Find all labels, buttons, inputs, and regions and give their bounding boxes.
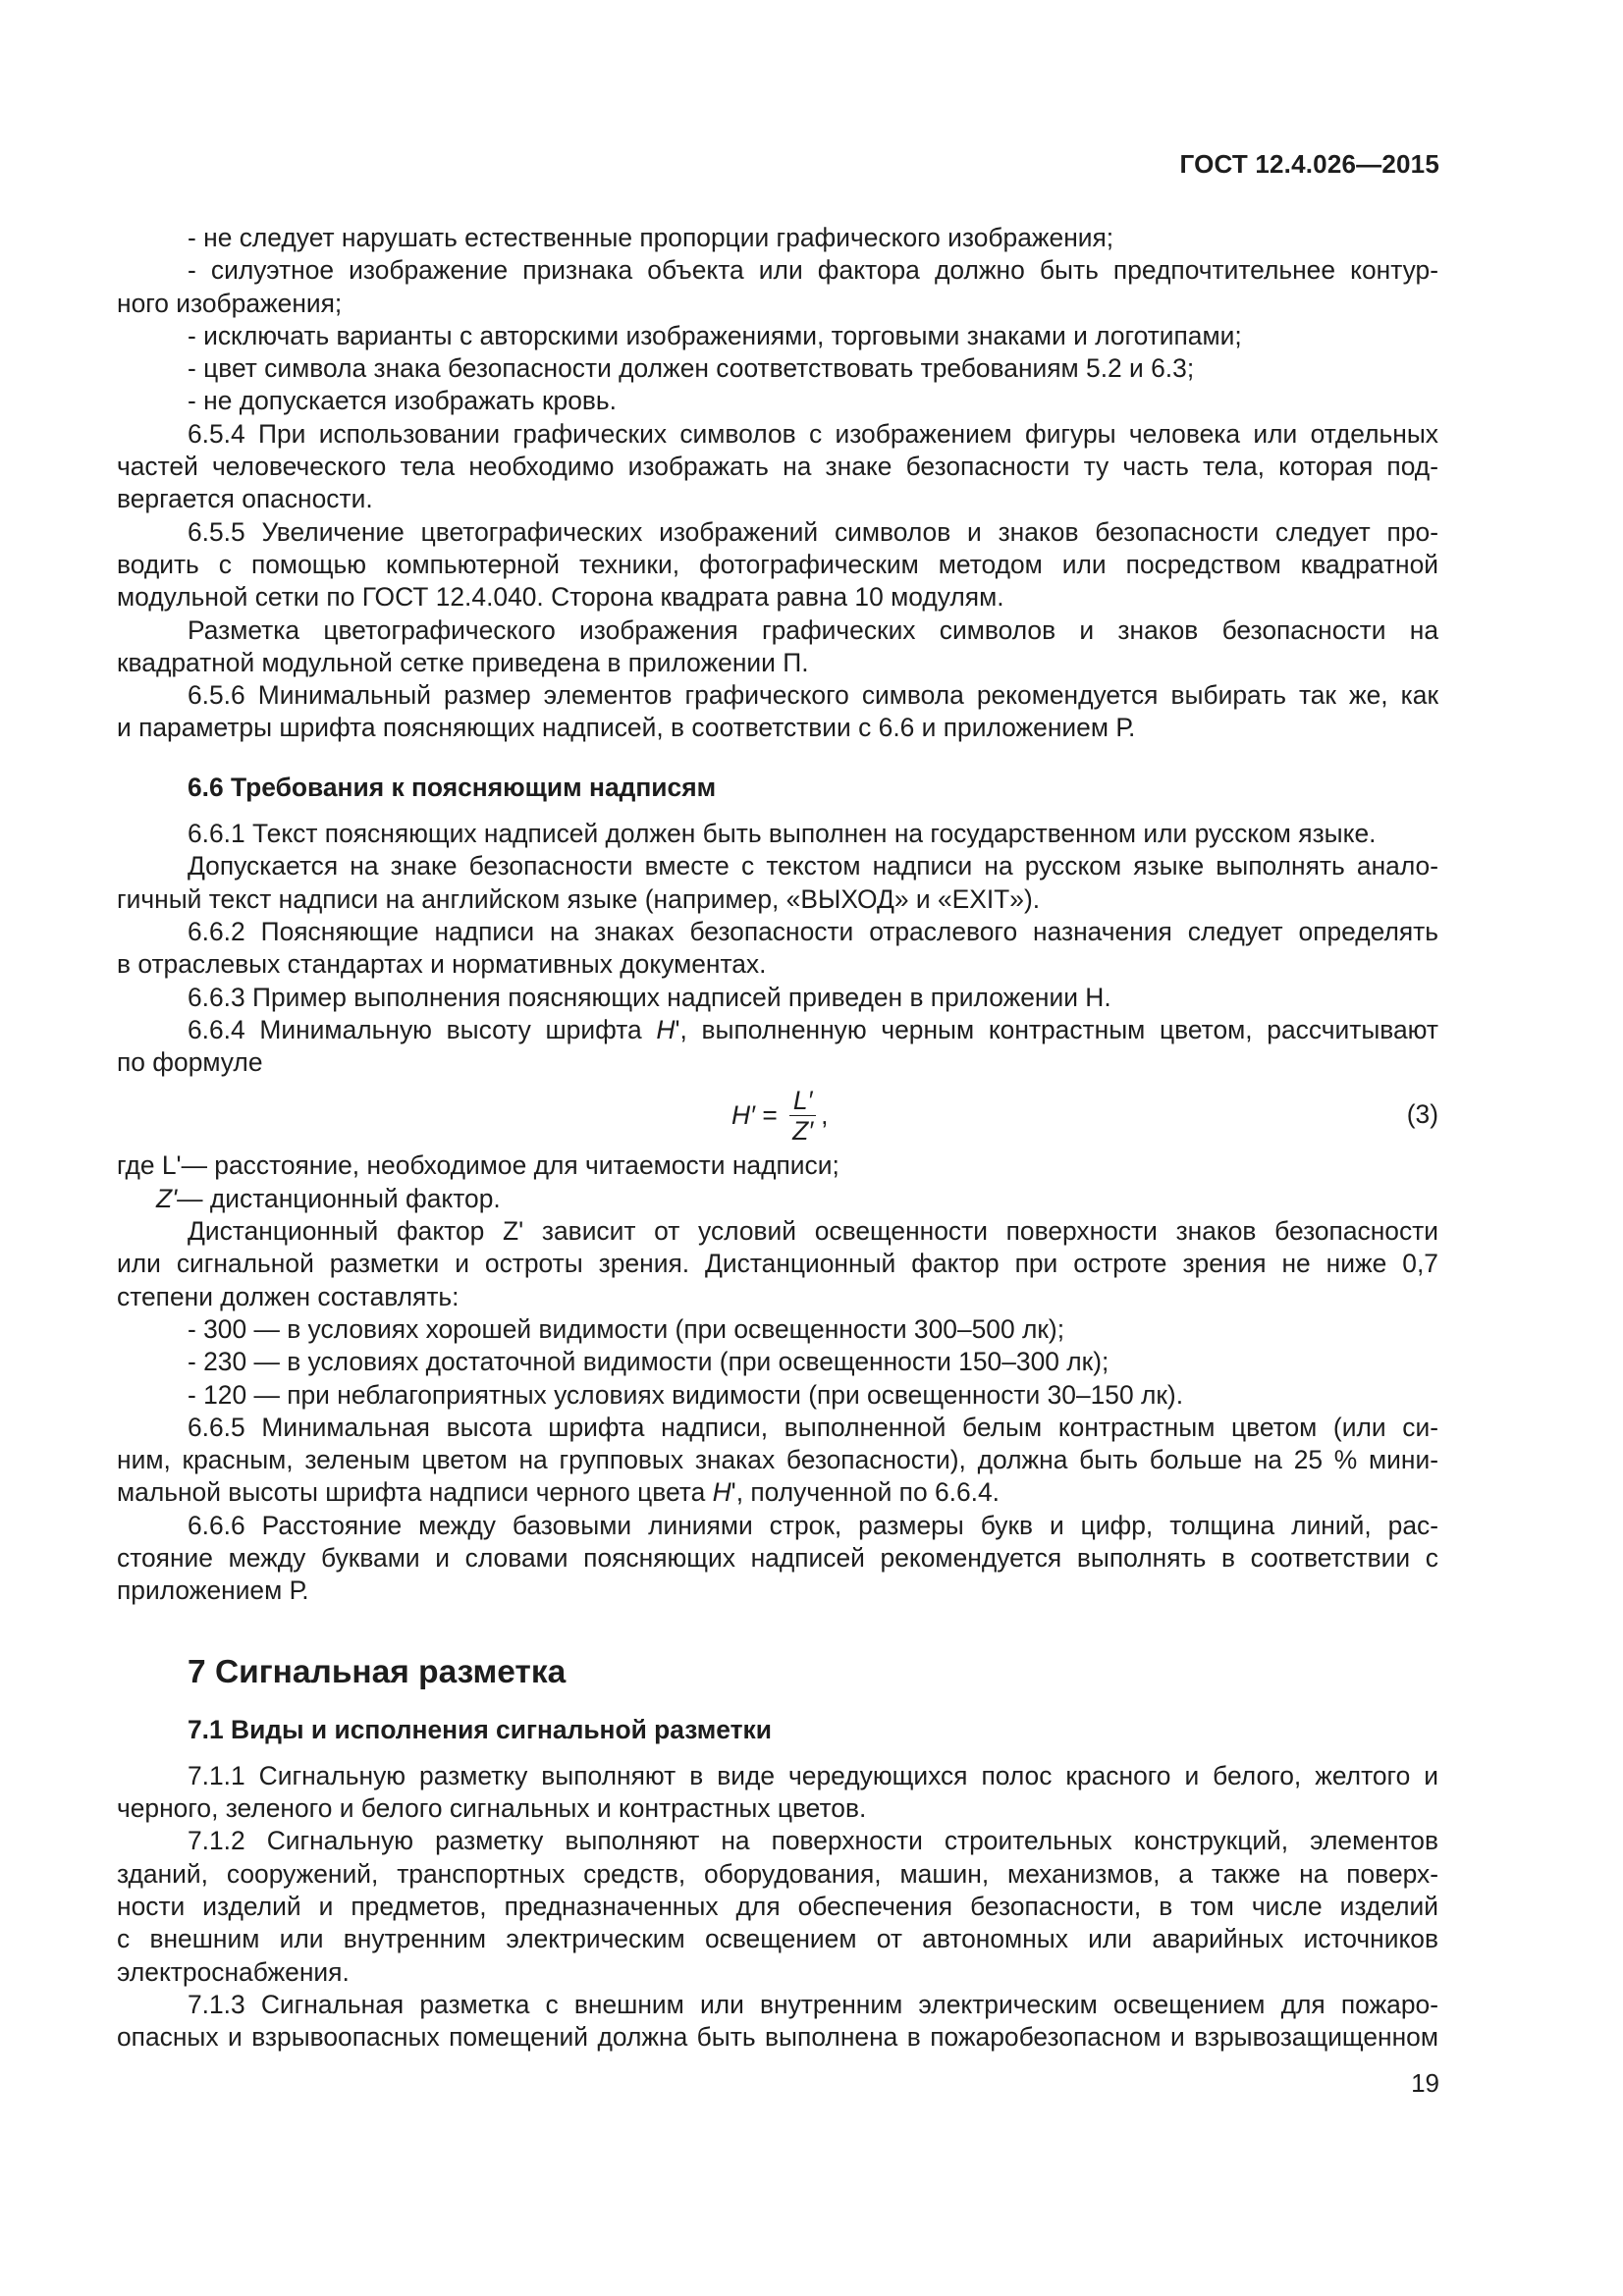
clause-7-1-2-line: с внешним или внутренним электрическим освещением от автономных или аварийных источников — [117, 1924, 1438, 1954]
clause-7-1-1: 7.1.1 Сигнальную разметку выполняют в виде чередующихся полос красного и белого, желтого и — [188, 1760, 1438, 1790]
list-item: - 300 — в условиях хорошей видимости (при освещенности 300–500 лк); — [188, 1313, 1065, 1344]
list-item: - цвет символа знака безопасности должен соответствовать требованиям 5.2 и 6.3; — [188, 353, 1195, 384]
clause-6-6-1: 6.6.1 Текст поясняющих надписей должен быть выполнен на государственном или русском языке. — [188, 819, 1377, 849]
paragraph-markup-line: квадратной модульной сетке приведена в приложении П. — [117, 647, 809, 677]
clause-7-1-2-line: ности изделий и предметов, предназначенных для обеспечения безопасности, в том числе изделий — [117, 1892, 1438, 1922]
paragraph-distance-factor-line: степени должен составлять: — [117, 1281, 460, 1311]
clause-6-6-4-line: по формуле — [117, 1047, 263, 1078]
section-heading-7-1: 7.1 Виды и исполнения сигнальной разметки — [188, 1714, 772, 1744]
clause-7-1-2: 7.1.2 Сигнальную разметку выполняют на поверхности строительных конструкций, элементов — [188, 1826, 1438, 1856]
clause-6-6-6-line: приложением Р. — [117, 1575, 309, 1606]
clause-6-6-2-line: в отраслевых стандартах и нормативных документах. — [117, 949, 767, 980]
list-item: - исключать варианты с авторскими изображениями, торговыми знаками и логотипами; — [188, 320, 1242, 350]
clause-6-5-5-line: водить с помощью компьютерной техники, фотографическим методом или посредством квадратной — [117, 549, 1438, 579]
clause-6-5-6: 6.5.6 Минимальный размер элементов графического символа рекомендуется выбирать так же, как — [188, 680, 1438, 711]
section-heading-7: 7 Сигнальная разметка — [188, 1653, 567, 1690]
paragraph-markup: Разметка цветографического изображения графических символов и знаков безопасности на — [188, 614, 1438, 645]
clause-6-6-5-line: ним, красным, зеленым цветом на групповых знаках безопасности), должна быть больше на 25 % мини- — [117, 1445, 1438, 1475]
clause-7-1-2-line: зданий, сооружений, транспортных средств, оборудования, машин, механизмов, а также на поверх- — [117, 1858, 1438, 1889]
clause-6-5-5: 6.5.5 Увеличение цветографических изображений символов и знаков безопасности следует про- — [188, 516, 1438, 547]
clause-6-5-6-line: и параметры шрифта поясняющих надписей, в соответствии с 6.6 и приложением Р. — [117, 713, 1136, 743]
paragraph-allowed-line: гичный текст надписи на английском языке (например, «ВЫХОД» и «EXIT»). — [117, 883, 1041, 914]
page-number: 19 — [1411, 2068, 1439, 2098]
list-item-continuation: ного изображения; — [117, 288, 343, 318]
list-item: - не допускается изображать кровь. — [188, 386, 617, 416]
clause-6-6-6: 6.6.6 Расстояние между базовыми линиями строк, размеры букв и цифр, толщина линий, рас- — [188, 1510, 1438, 1540]
clause-7-1-1-line: черного, зеленого и белого сигнальных и контрастных цветов. — [117, 1793, 867, 1824]
clause-6-6-3: 6.6.3 Пример выполнения поясняющих надписей приведен в приложении Н. — [188, 982, 1111, 1012]
clause-6-6-5-line: мальной высоты шрифта надписи черного цвета H', полученной по 6.6.4. — [117, 1477, 1000, 1508]
clause-6-5-4-line: вергается опасности. — [117, 484, 373, 514]
formula-legend-item: где L' — расстояние, необходимое для читаемости надписи; — [117, 1150, 839, 1181]
list-item: - не следует нарушать естественные пропорции графического изображения; — [188, 223, 1114, 252]
clause-7-1-3: 7.1.3 Сигнальная разметка с внешним или внутренним электрическим освещением для пожаро- — [188, 1989, 1438, 2019]
list-item: - силуэтное изображение признака объекта или фактора должно быть предпочтительнее контур- — [188, 255, 1438, 286]
document-body — [117, 222, 1438, 2055]
paragraph-distance-factor: Дистанционный фактор Z' зависит от условий освещенности поверхности знаков безопасности — [188, 1216, 1438, 1247]
clause-7-1-3-line: опасных и взрывоопасных помещений должна быть выполнена в пожаробезопасном и взрывозащищенном — [117, 2022, 1438, 2053]
list-item: - 230 — в условиях достаточной видимости (при освещенности 150–300 лк); — [188, 1347, 1109, 1377]
clause-6-5-4-line: частей человеческого тела необходимо изображать на знаке безопасности ту часть тела, которая под- — [117, 452, 1438, 482]
clause-6-6-5: 6.6.5 Минимальная высота шрифта надписи, выполненной белым контрастным цветом (или си- — [188, 1412, 1438, 1442]
paragraph-distance-factor-line: или сигнальной разметки и остроты зрения. Дистанционный фактор при остроте зрения не ниже 0,7 — [117, 1249, 1438, 1279]
section-heading-6-6: 6.6 Требования к поясняющим надписям — [188, 772, 717, 802]
document-code: ГОСТ 12.4.026—2015 — [1179, 149, 1439, 179]
clause-6-5-5-line: модульной сетки по ГОСТ 12.4.040. Сторона квадрата равна 10 модулям. — [117, 582, 1004, 613]
clause-6-6-4: 6.6.4 Минимальную высоту шрифта H', выполненную черным контрастным цветом, рассчитывают — [188, 1014, 1438, 1044]
formula-row — [117, 1081, 1438, 1149]
formula: H′ = $\frac{L'}{Z'}$ , — [731, 1085, 829, 1146]
clause-6-6-6-line: стояние между буквами и словами поясняющих надписей рекомендуется выполнять в соответствии с — [117, 1542, 1438, 1573]
formula-fraction: $\frac{L'}{Z'}$ — [788, 1086, 817, 1146]
list-item: - 120 — при неблагоприятных условиях видимости (при освещенности 30–150 лк). — [188, 1379, 1184, 1410]
clause-6-6-2: 6.6.2 Поясняющие надписи на знаках безопасности отраслевого назначения следует определять — [188, 916, 1438, 946]
equation-number: (3) — [1406, 1099, 1438, 1130]
paragraph-allowed: Допускается на знаке безопасности вместе с текстом надписи на русском языке выполнять анало- — [188, 851, 1438, 881]
clause-7-1-2-line: электроснабжения. — [117, 1956, 350, 1987]
formula-legend-item: Z' — дистанционный фактор. — [156, 1183, 501, 1213]
clause-6-5-4: 6.5.4 При использовании графических символов с изображением фигуры человека или отдельных — [188, 418, 1438, 449]
